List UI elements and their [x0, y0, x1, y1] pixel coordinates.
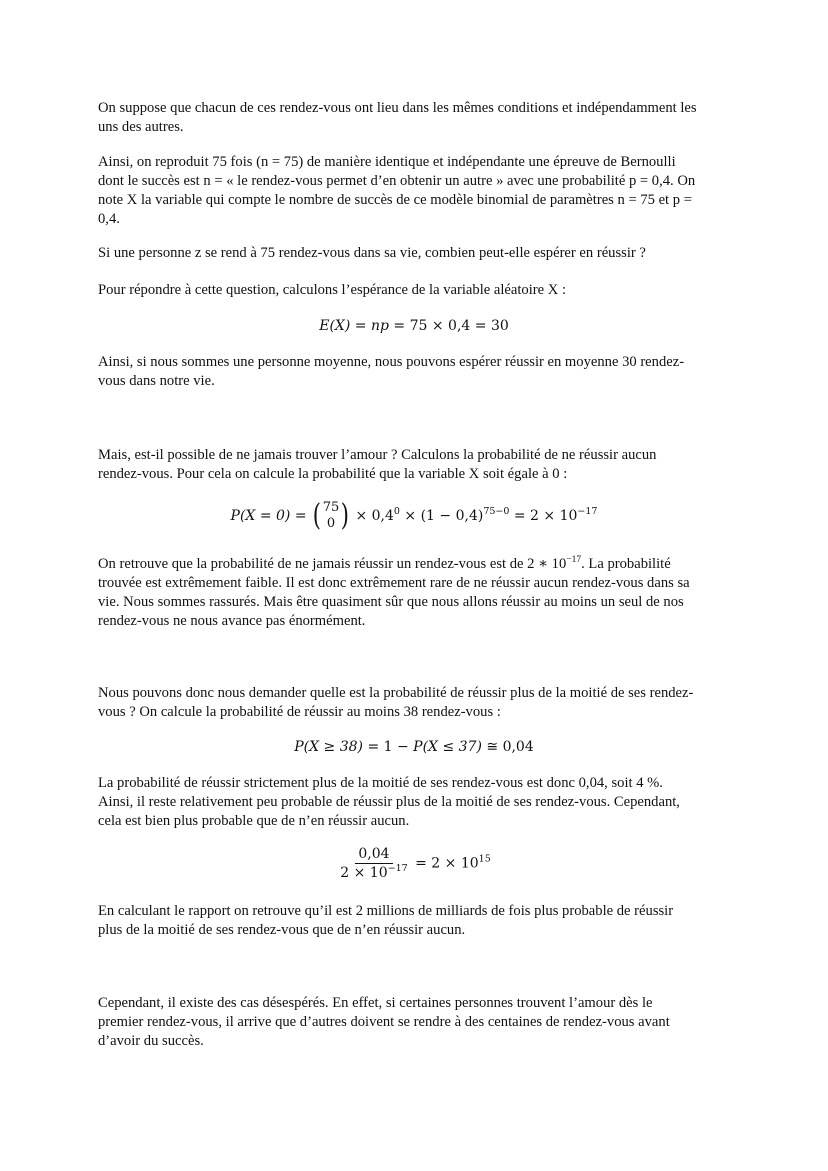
text-line: d’avoir du succès. — [98, 1033, 204, 1049]
math: 0 — [326, 516, 336, 531]
paragraph-result-zero — [98, 555, 738, 631]
text-line: premier rendez-vous, il arrive que d’autres doivent se rendre à des centaines de rendez-vous avant — [98, 1014, 670, 1030]
text-line: trouvée est extrêmement faible. Il est donc extrêmement rare de ne réussir aucun rendez-vous dans sa — [98, 575, 690, 591]
text-line: Pour répondre à cette question, calculons l’espérance de la variable aléatoire X : — [98, 282, 567, 298]
text-line: cela est bien plus probable que de n’en réussir aucun. — [98, 813, 410, 829]
math — [337, 864, 410, 881]
fraction — [337, 846, 410, 881]
text-line: vous dans notre vie. — [98, 373, 215, 389]
math: 75 — [322, 500, 340, 515]
math: × 0,4 — [351, 508, 394, 524]
math: −17 — [577, 506, 598, 517]
text-line: vie. Nous sommes rassurés. Mais être quasiment sûr que nous allons réussir au moins un seul de nos — [98, 594, 684, 610]
text-line: En calculant le rapport on retrouve qu’il est 2 millions de milliards de fois plus probable de réussir — [98, 903, 674, 919]
paragraph-bernoulli — [98, 153, 738, 229]
paragraph-ratio — [98, 902, 738, 940]
math: P(X ≤ 37) — [413, 739, 482, 755]
paragraph-love — [98, 446, 738, 484]
math: P(X ≥ 38) — [294, 739, 363, 755]
math: 0,04 — [355, 846, 392, 864]
text-line: 0,4. — [98, 211, 120, 227]
text: . La probabilité — [581, 556, 671, 572]
paragraph-desperate — [98, 994, 738, 1051]
text-line: note X la variable qui compte le nombre de succès de ce modèle binomial de paramètres n = 75 et p = — [98, 192, 692, 208]
text-line: Nous pouvons donc nous demander quelle est la probabilité de réussir plus de la moitié de ses rendez- — [98, 685, 694, 701]
math: 0 — [393, 506, 400, 517]
text-line: Cependant, il existe des cas désespérés. En effet, si certaines personnes trouvent l’amour dès le — [98, 995, 653, 1011]
text-line: plus de la moitié de ses rendez-vous que de n’en réussir aucun. — [98, 922, 466, 938]
math: 75−0 — [483, 506, 510, 517]
math: ≅ 0,04 — [481, 739, 534, 755]
math: 2 × 10 — [340, 865, 388, 881]
text-line: uns des autres. — [98, 119, 184, 135]
paragraph-half-result — [98, 774, 738, 831]
paragraph-average — [98, 353, 738, 391]
formula-p-ge-38 — [0, 739, 828, 755]
math: P(X = 0) = — [230, 508, 312, 524]
math: 15 — [478, 853, 491, 865]
paragraph-question — [98, 244, 738, 263]
text: On retrouve que la probabilité de ne jamais réussir un rendez-vous est de 2 ∗ 10 — [98, 556, 567, 572]
math: E(X) — [319, 318, 351, 334]
formula-expectation — [0, 318, 828, 334]
math: −17 — [387, 863, 408, 874]
text-line: Mais, est-il possible de ne jamais trouver l’amour ? Calculons la probabilité de ne réussir aucun — [98, 447, 657, 463]
text-line: Ainsi, on reproduit 75 fois (n = 75) de manière identique et indépendante une épreuve de Bernoulli — [98, 154, 676, 170]
math: = 75 × 0,4 = 30 — [388, 318, 509, 334]
text-line: Ainsi, il reste relativement peu probable de réussir plus de la moitié de ses rendez-vous. Cependant, — [98, 794, 680, 810]
text-line: rendez-vous. Pour cela on calcule la probabilité que la variable X soit égale à 0 : — [98, 466, 568, 482]
text-line: Si une personne z se rend à 75 rendez-vous dans sa vie, combien peut-elle espérer en réussir ? — [98, 245, 646, 261]
text-line: vous ? On calcule la probabilité de réussir au moins 38 rendez-vous : — [98, 704, 501, 720]
formula-p-zero — [0, 500, 828, 532]
math: = 2 × 10 — [509, 508, 578, 524]
math: = — [350, 318, 371, 334]
binomial-coefficient: ( 75 0 ) — [312, 498, 350, 533]
math: = 1 − — [363, 739, 414, 755]
formula-ratio — [0, 846, 828, 881]
paragraph-conditions — [98, 99, 738, 137]
math: −17 — [566, 555, 582, 565]
text-line: La probabilité de réussir strictement plus de la moitié de ses rendez-vous est donc 0,04, soit 4 %. — [98, 775, 663, 791]
text-line: On suppose que chacun de ces rendez-vous ont lieu dans les mêmes conditions et indépendamment les — [98, 100, 697, 116]
math: × (1 − 0,4) — [399, 508, 484, 524]
paragraph-half — [98, 684, 738, 722]
text-line — [98, 555, 738, 574]
text-line: rendez-vous ne nous avance pas énormément. — [98, 613, 366, 629]
text-line: dont le succès est n = « le rendez-vous permet d’en obtenir un autre » avec une probabilité p = 0,4. On — [98, 173, 696, 189]
text-line: Ainsi, si nous sommes une personne moyenne, nous pouvons espérer réussir en moyenne 30 rendez- — [98, 354, 685, 370]
math: np — [370, 318, 389, 334]
paragraph-expectation-intro — [98, 281, 738, 300]
math: = 2 × 10 — [410, 855, 479, 872]
